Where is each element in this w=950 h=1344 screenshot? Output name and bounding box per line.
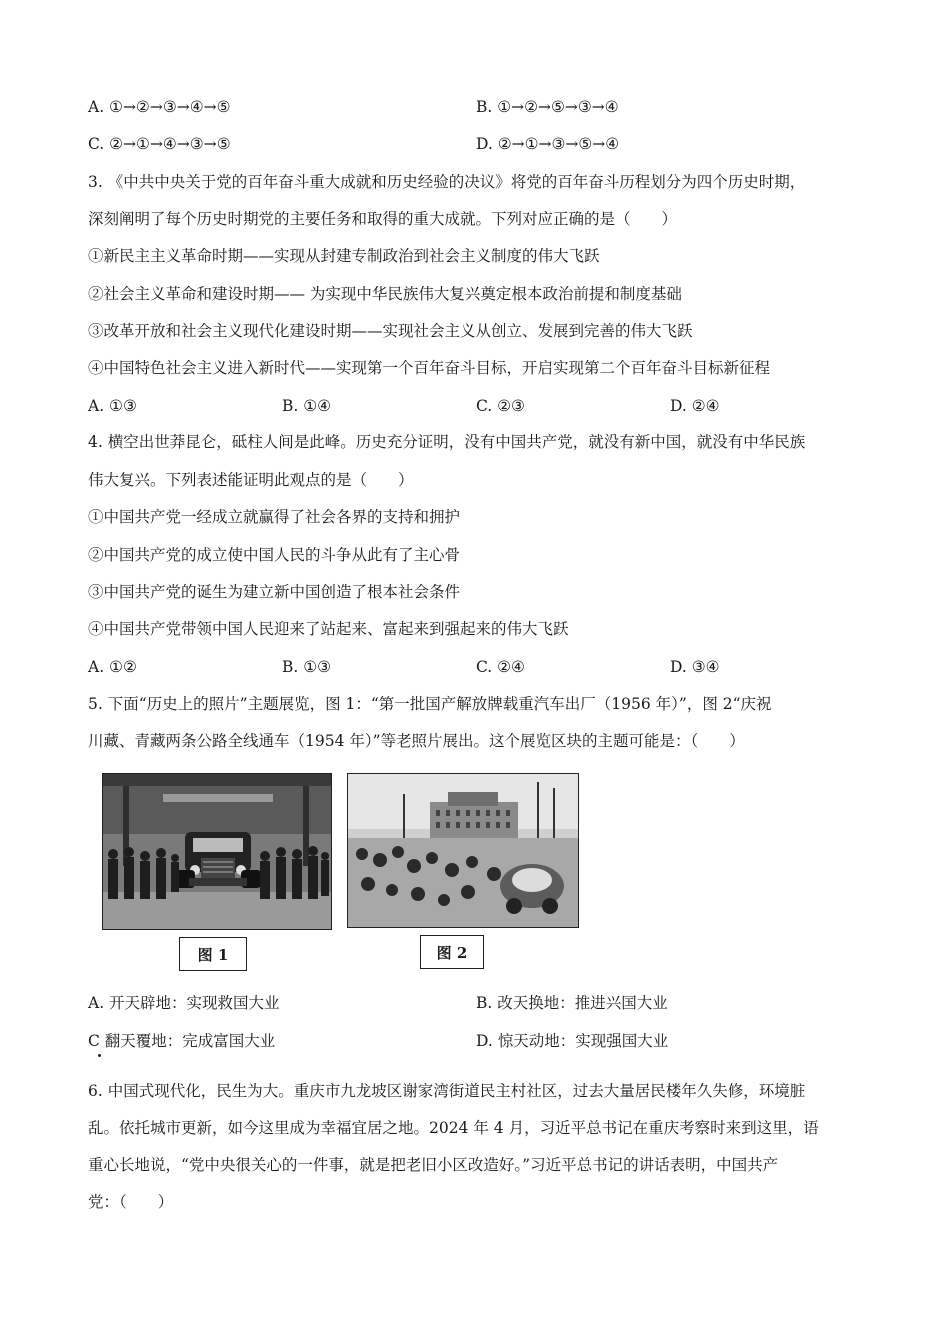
q4-option-b: B. ①③ — [282, 658, 332, 676]
q4-item-1: ①中国共产党一经成立就赢得了社会各界的支持和拥护 — [88, 508, 461, 526]
q5-option-a: A. 开天辟地：实现救国大业 — [88, 994, 280, 1012]
q6-stem-line-1: 6. 中国式现代化，民生为大。重庆市九龙坡区谢家湾街道民主村社区，过去大量居民楼年久失修，环境脏 — [88, 1082, 806, 1100]
q3-option-b: B. ①④ — [282, 397, 332, 415]
q4-stem-line-2: 伟大复兴。下列表述能证明此观点的是（ ） — [88, 471, 414, 489]
q3-item-4: ④中国特色社会主义进入新时代——实现第一个百年奋斗目标，开启实现第二个百年奋斗目标新征程 — [88, 359, 771, 377]
q4-item-4: ④中国共产党带领中国人民迎来了站起来、富起来到强起来的伟大飞跃 — [88, 620, 569, 638]
q4-option-a: A. ①② — [88, 658, 137, 676]
q3-option-c: C. ②③ — [476, 397, 525, 415]
q4-item-2: ②中国共产党的成立使中国人民的斗争从此有了主心骨 — [88, 546, 461, 564]
figure-1-caption: 图 1 — [179, 937, 247, 971]
q3-item-2: ②社会主义革命和建设时期—— 为实现中华民族伟大复兴奠定根本政治前提和制度基础 — [88, 285, 682, 303]
truck-photo-illustration — [103, 774, 331, 929]
figure-1-truck-photo — [102, 773, 332, 930]
q2-option-b: B. ①→②→⑤→③→④ — [476, 98, 619, 116]
q5-stem-line-1: 5. 下面“历史上的照片”主题展览，图 1：“第一批国产解放牌载重汽车出厂（1956 年）”，图 2“庆祝 — [88, 695, 772, 713]
q3-item-1: ①新民主主义革命时期——实现从封建专制政治到社会主义制度的伟大飞跃 — [88, 247, 600, 265]
q2-option-d: D. ②→①→③→⑤→④ — [476, 135, 620, 153]
q3-option-a: A. ①③ — [88, 397, 137, 415]
q5-option-c: C 翻天覆地：完成富国大业 — [88, 1032, 276, 1050]
q3-option-d: D. ②④ — [670, 397, 720, 415]
figure-2-celebration-photo — [347, 773, 579, 928]
q5-stem-line-2: 川藏、青藏两条公路全线通车（1954 年）”等老照片展出。这个展览区块的主题可能是：（ ） — [88, 732, 745, 750]
figure-2-caption: 图 2 — [420, 935, 484, 969]
q6-stem-line-2: 乱。依托城市更新，如今这里成为幸福宜居之地。2024 年 4 月，习近平总书记在重庆考察时来到这里，语 — [88, 1119, 819, 1137]
q4-option-d: D. ③④ — [670, 658, 720, 676]
q2-option-a: A. ①→②→③→④→⑤ — [88, 98, 231, 116]
q6-stem-line-4: 党：（ ） — [88, 1193, 174, 1211]
q3-stem-line-1: 3. 《中共中央关于党的百年奋斗重大成就和历史经验的决议》将党的百年奋斗历程划分为四个历史时期， — [88, 173, 806, 191]
q3-stem-line-2: 深刻阐明了每个历史时期党的主要任务和取得的重大成就。下列对应正确的是（ ） — [88, 210, 678, 228]
q5-option-b: B. 改天换地：推进兴国大业 — [476, 994, 668, 1012]
q2-option-c: C. ②→①→④→③→⑤ — [88, 135, 231, 153]
q4-option-c: C. ②④ — [476, 658, 525, 676]
q4-stem-line-1: 4. 横空出世莽昆仑，砥柱人间是此峰。历史充分证明，没有中国共产党，就没有新中国，就没有中华民族 — [88, 433, 806, 451]
q6-stem-line-3: 重心长地说，“党中央很关心的一件事，就是把老旧小区改造好。”习近平总书记的讲话表明，中国共产 — [88, 1156, 779, 1174]
celebration-photo-illustration — [348, 774, 578, 927]
stray-dot — [98, 1054, 101, 1057]
q5-option-d: D. 惊天动地：实现强国大业 — [476, 1032, 669, 1050]
q3-item-3: ③改革开放和社会主义现代化建设时期——实现社会主义从创立、发展到完善的伟大飞跃 — [88, 322, 693, 340]
q4-item-3: ③中国共产党的诞生为建立新中国创造了根本社会条件 — [88, 583, 461, 601]
